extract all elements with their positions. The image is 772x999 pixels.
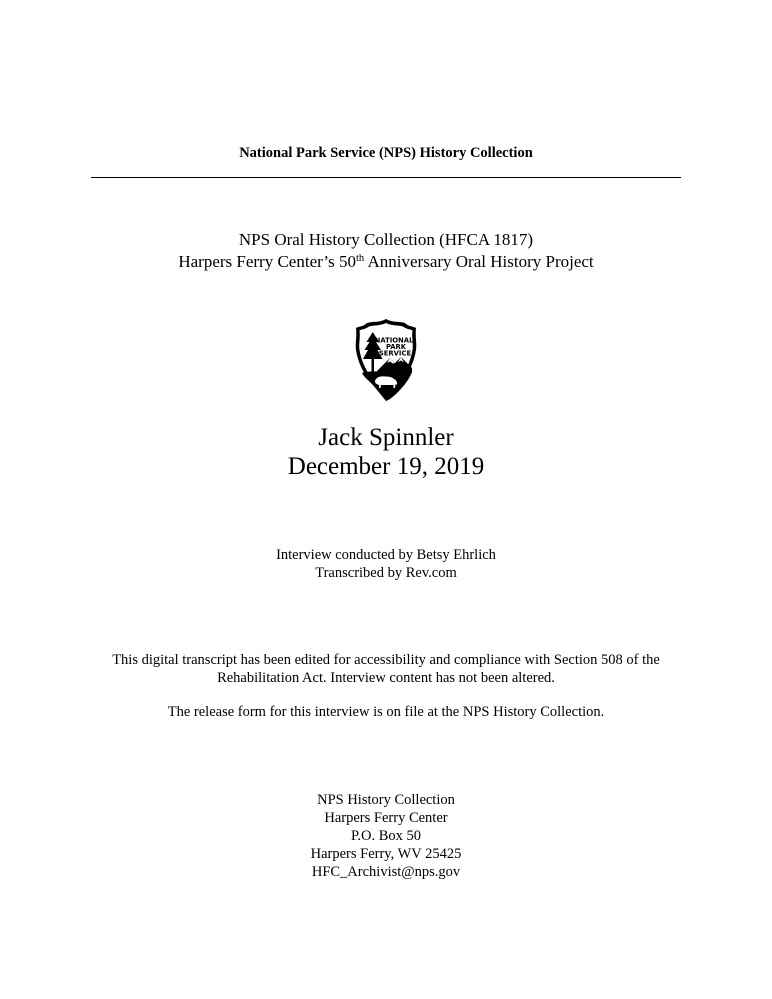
address-box: P.O. Box 50	[350, 828, 422, 844]
collection-line-1: NPS Oral History Collection (HFCA 1817)	[238, 230, 534, 249]
release-line: The release form for this interview is on file at the NPS History Collection.	[167, 704, 605, 720]
notice-line-1: This digital transcript has been edited for accessibility and compliance with Section 508 of the	[112, 652, 660, 668]
address-center: Harpers Ferry Center	[324, 810, 448, 826]
collection-line-2-sup: th	[356, 253, 365, 264]
interview-credits	[0, 546, 772, 582]
page-header	[0, 143, 772, 163]
header-rule	[91, 177, 681, 178]
conducted-by: Interview conducted by Betsy Ehrlich	[276, 547, 496, 563]
address-city: Harpers Ferry, WV 25425	[310, 846, 462, 862]
notice-line-2: Rehabilitation Act. Interview content has not been altered.	[217, 670, 555, 686]
contact-address	[0, 791, 772, 881]
interviewee-name: Jack Spinnler	[318, 424, 454, 451]
interview-heading	[0, 423, 772, 481]
collection-line-2	[0, 251, 772, 273]
collection-line-2-prefix: Harpers Ferry Center’s 50	[178, 252, 357, 271]
interview-date: December 19, 2019	[287, 453, 485, 480]
collection-line-2-suffix: Anniversary Oral History Project	[364, 252, 594, 271]
accessibility-notice	[0, 651, 772, 687]
emblem-text-service: SERVICE	[378, 349, 412, 358]
transcribed-by: Transcribed by Rev.com	[315, 565, 457, 581]
collection-title	[0, 229, 772, 273]
address-org: NPS History Collection	[317, 792, 455, 808]
nps-arrowhead-logo	[351, 317, 421, 403]
emblem-text-national: NATIONAL	[374, 336, 414, 345]
release-notice	[0, 703, 772, 721]
emblem-text-park: PARK	[385, 343, 407, 351]
address-email: HFC_Archivist@nps.gov	[311, 864, 461, 880]
header-title: National Park Service (NPS) History Collection	[239, 145, 533, 161]
